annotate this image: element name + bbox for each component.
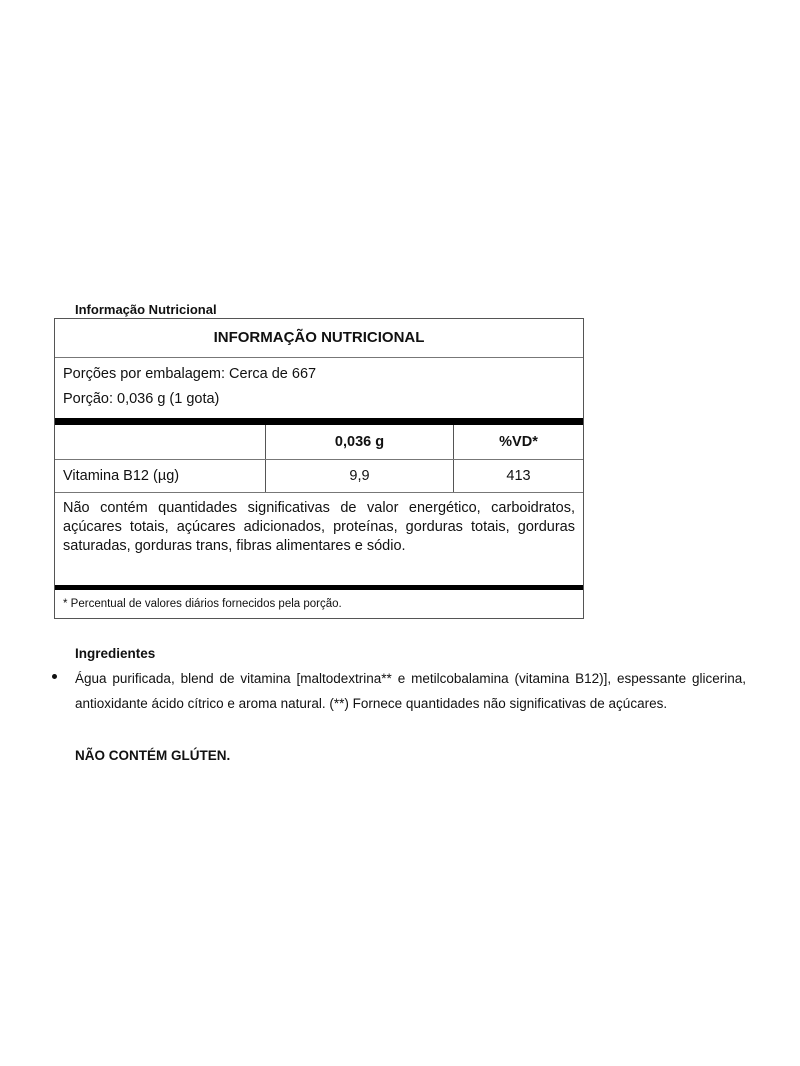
section-caption: Informação Nutricional [75,302,217,317]
table-title: INFORMAÇÃO NUTRICIONAL [55,319,583,358]
ingredients-list [52,666,746,716]
header-nutrient [55,425,266,459]
table-header-row [55,425,583,460]
nutrition-table [54,318,584,619]
insignificant-note: Não contém quantidades significativas de valor energético, carboidratos, açúcares totais, açúcares adicionados, proteínas, gorduras totais, gorduras saturadas, gorduras trans, fibras alimentares e sódio. [63,500,575,554]
nutrient-name: Vitamina B12 (µg) [55,460,266,492]
ingredients-text: Água purificada, blend de vitamina [maltodextrina** e metilcobalamina (vitamina B12)], espessante glicerina, antioxidante ácido cítrico e aroma natural. (**) Fornece quantidades não significativas de açúcares. [75,671,746,711]
gluten-warning: NÃO CONTÉM GLÚTEN. [75,748,231,763]
bullet-icon [52,674,57,679]
servings-per-package: Porções por embalagem: Cerca de 667 [63,366,317,382]
header-amount: 0,036 g [266,425,454,459]
serving-info [55,358,583,418]
table-row [55,460,583,493]
serving-size: Porção: 0,036 g (1 gota) [63,391,220,407]
thick-divider [55,418,583,425]
nutrient-amount: 9,9 [266,460,454,492]
nutrient-dv: 413 [506,468,531,484]
header-dv: %VD* [499,434,538,450]
ingredients-title: Ingredientes [75,646,156,661]
footnote: * Percentual de valores diários fornecidos pela porção. [63,598,342,610]
